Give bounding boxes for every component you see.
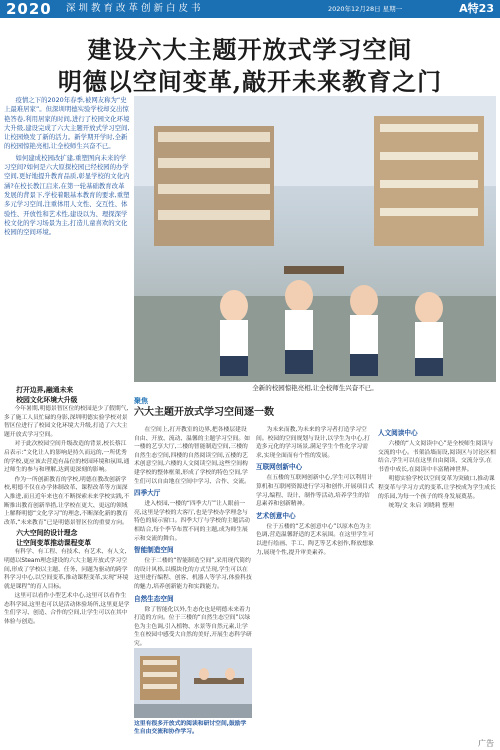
top-banner bbox=[0, 0, 500, 18]
section-kicker: 聚焦 bbox=[134, 397, 148, 405]
subsection-title: 让空间变革推动课程变革 bbox=[16, 539, 91, 548]
lead-paragraph: 疫情之下的2020年春季,被网友称为“史上最难居家”。但深圳明德实验学校却交出惊艳答卷,利用居家的时间,进行了校园文化环境大升级,建设完成了六大主题开放式学习空间,让校园焕发了新的活力。新学期开学时,全新的校园惊艳亮相,让全校师生兴奋不已。 bbox=[4, 96, 130, 151]
body-paragraph: 为未来而教,为未来的学习者打造学习空间。校园的空间规划与设计,以学生为中心,打造多元化的学习场景,满足学生个性化学习需求,实现全面而有个性的发展。 bbox=[256, 427, 370, 459]
body-paragraph: 在五楼的互联网创新中心,学生可以利用计算机和互联网资源进行学习和创作,开展项目式学习,编程、设计、制作等活动,培养学生的信息素养和创新精神。 bbox=[256, 475, 374, 508]
banner-section-title: 深圳教育改革创新白皮书 bbox=[66, 3, 204, 14]
body-paragraph: 在空间上,打开教室的边界,把各楼层建设自由、开放、流动、温馨的主题学习空间。如一楼的艺享大厅,二楼的智能制造空间,三楼的自然生态空间,四楼的自然阅读空间,五楼的艺术创意空间,六楼的人文阅读空间,这些空间构建学校的整体框架,形成了学校的特色空间,学生们可以自由地在空间中学习、合作、交流。 bbox=[134, 427, 250, 485]
column-4 bbox=[378, 426, 496, 746]
body-paragraph: 作为一所创新教育的学校,明德在教改创新学校,明德不仅在办学体制改革、课程改革等方面深入推进,而且近年来也在不断探索未来学校实践,不断推出教育创新举措,让学校在更大、更远的领域上解释明德“文化学习”的理念,不断深化新的教育改革,“未来教育”已是明德景智区位的重要方向。 bbox=[4, 476, 130, 526]
subsection-title: 校园文化环境大升级 bbox=[16, 396, 78, 404]
subsection-title: 六大空间的设计理念 bbox=[16, 529, 78, 538]
body-paragraph: 进入校园,一楼的“四季大厅”让人眼前一亮,这里是学校的大客厅,也是学校办学理念与特色的展示窗口。四季大厅与学校的主题活动相结合,每个季节布置不同的主题,成为师生展示和交流的舞台。 bbox=[134, 501, 250, 542]
byline: 统筹/文 朱启 刘晓莉 整理 bbox=[388, 503, 454, 510]
reading-space-photo bbox=[134, 648, 252, 718]
hero-photo-caption: 全新的校园惊艳亮相,让全校师生兴奋不已。 bbox=[252, 384, 378, 392]
headline-line-1: 建设六大主题开放式学习空间 bbox=[87, 35, 413, 64]
subsection-title: 人文阅读中心 bbox=[378, 429, 418, 437]
subsection-title: 艺术创意中心 bbox=[256, 511, 296, 520]
lead-paragraphs bbox=[4, 96, 130, 239]
subsection-title: 智能制造空间 bbox=[134, 546, 174, 555]
banner-date: 2020年12月28日 星期一 bbox=[328, 5, 403, 13]
body-paragraph: 有科学、有工程、有技术、有艺术、有人文,明德以Steam理念建设的六大主题开放式学习空间,形成了学校以主题、任务、问题为驱动的跨学科学习中心,以空间变革,推动课程变革,实现“环境就是课程”的育人目标。 bbox=[4, 549, 129, 590]
subsection-title: 自然生态空间 bbox=[134, 594, 174, 603]
body-paragraph: 对于此次校园空间升级改造的背景,校长蔡江启表示:“文化让人的影响是持久而远的,一所优秀的学校,更应该去营造有品位的校园环境和氛围,通过师生的参与和理解,达到更深刻的影响。 bbox=[4, 441, 130, 474]
section-subhead: 六大主题开放式学习空间逐一数 bbox=[134, 407, 274, 418]
column-2 bbox=[134, 426, 252, 647]
hero-photo-illustration bbox=[134, 96, 496, 382]
body-paragraph: 明德实验学校以空间变革为突破口,推动课程变革与学习方式的变革,让学校成为学生成长的乐园,为每一个孩子的终身发展奠基。 bbox=[378, 476, 496, 500]
banner-edition: A特23 bbox=[459, 2, 494, 15]
reading-space-caption: 这里有很多开放式的阅读和研讨空间,鼓励学生自由交流和协作学习。 bbox=[134, 721, 247, 736]
headline-line-2: 明德以空间变革,敲开未来教育之门 bbox=[57, 67, 443, 96]
column-left bbox=[4, 385, 130, 747]
page-footer: 广告 bbox=[478, 739, 494, 748]
body-paragraph: 六楼的“人文阅读中心”是全校师生阅读与交流的中心。书架沿墙而设,阅读区与讨论区相结合,学生可以在这里自由阅读、交流分享,在书香中成长,在阅读中丰富精神世界。 bbox=[378, 441, 496, 473]
subsection-title: 互联网创新中心 bbox=[256, 463, 303, 472]
body-paragraph: 今年暑期,明德景智区位的校园是少了假期气,多了施工人员忙碌的身影,深圳明德实验学校对景智区位进行了校园文化环境大升级,打造了六大主题开放式学习空间。 bbox=[4, 406, 129, 438]
banner-year: 2020 bbox=[6, 0, 52, 18]
lead-paragraph: 如何建成校园改扩建,重塑图向未来的学习空间?如何是六大原探校园已经校园的办学空间,更好地提升教育品质,彰显学校的文化内涵?在校长教江启来,在第一轮基础教育改革发展的背景下,学校着眼基本教育的要求,重塑多元学习空间,注重体用人文性、交互性、体验性、开放性和艺术性,建设以为、理探深学校文化的学习场景为主,打造儿童喜欢的文化校园的空间环境。 bbox=[4, 153, 130, 237]
body-paragraph: 位于二楼的“智能制造空间”,采用现代简约的设计风格,以模块化的方式呈现,学生可以在这里进行编程、创客、机器人等学习,体验科技的魅力,培养创新能力和实践能力。 bbox=[134, 558, 252, 590]
subsection-title: 四季大厅 bbox=[134, 489, 161, 498]
subsection-title: 打开边界,融通未来 bbox=[16, 386, 74, 394]
body-paragraph: 除了智能化以外,生态化也是明德未来着力打造的方向。位于三楼的“自然生态空间”以绿色为主色调,引入植物、水景等自然元素,让学生在校园中感受大自然的美好,开展生态科学研究。 bbox=[134, 606, 252, 647]
body-paragraph: 位于五楼的“艺术创意中心”以原木色为主色调,营造温馨舒适的艺术氛围。在这里学生可以进行绘画、手工、陶艺等艺术创作,释放想象力,展现个性,提升审美素养。 bbox=[256, 523, 374, 556]
body-paragraph: 这里可以看作小型艺术中心,这里可以看作生态科学园,这里也可以是活动体验场所,这里更是学生们学习、创造、合作的空间,让学生可以在其中体验与创造。 bbox=[4, 593, 130, 626]
column-3 bbox=[256, 426, 374, 746]
hero-photo bbox=[134, 96, 496, 382]
reading-space-illustration bbox=[134, 648, 252, 718]
